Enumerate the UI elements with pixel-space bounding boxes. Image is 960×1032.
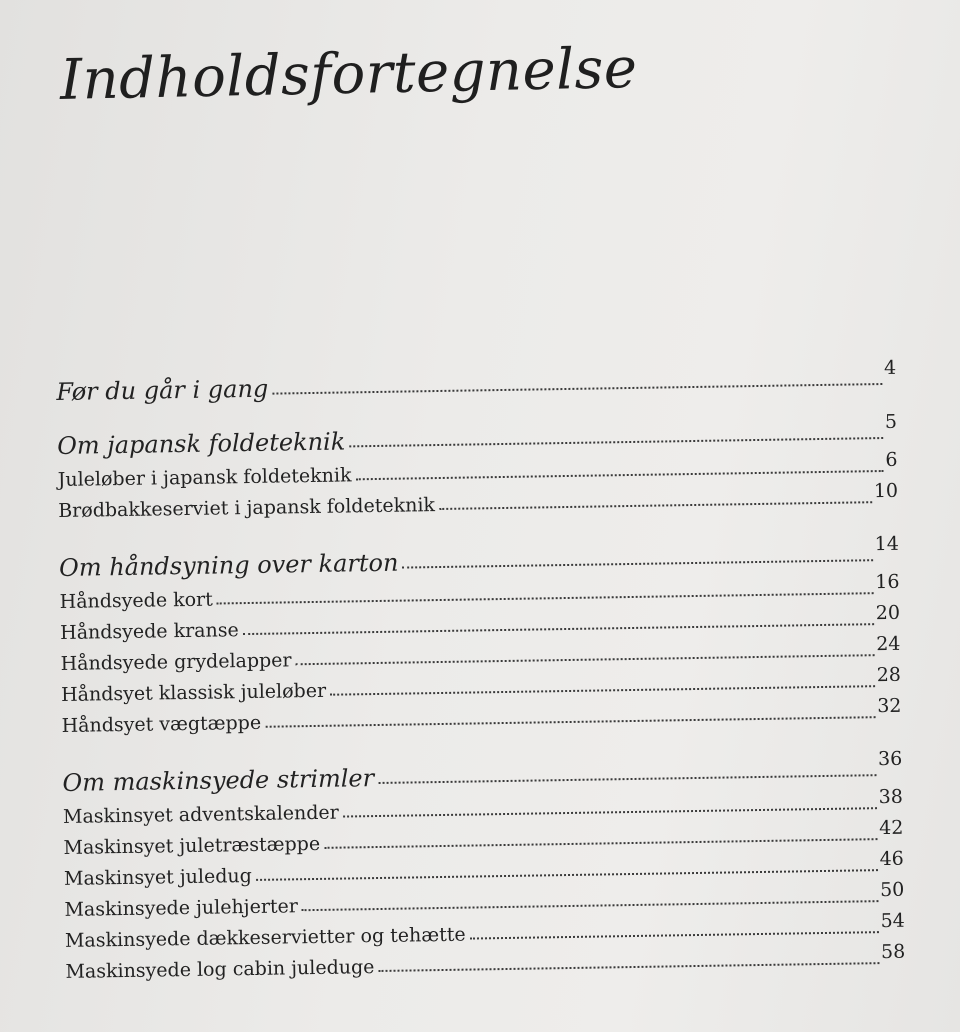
toc-page-number: 6 (885, 448, 898, 471)
dot-leader (470, 931, 879, 939)
toc-page-number: 36 (877, 747, 903, 771)
toc-page-number: 28 (876, 663, 902, 687)
toc-section (56, 355, 896, 406)
dot-leader (265, 716, 875, 728)
toc-entry-label: Brødbakkeserviet i japansk foldeteknik (58, 494, 436, 522)
toc-page-number: 14 (874, 532, 900, 556)
toc-entry-label: Maskinsyede julehjerter (64, 895, 299, 921)
toc-entry-label: Håndsyede kranse (59, 619, 239, 644)
toc-entry-label: Maskinsyet juledug (63, 864, 252, 890)
page-title: Indholdsfortegnelse (59, 35, 639, 113)
toc-heading-label: Om maskinsyede strimler (62, 764, 375, 797)
dot-leader (439, 501, 872, 510)
toc-section (62, 746, 905, 983)
dot-leader (402, 559, 872, 568)
dot-leader (378, 774, 876, 784)
toc-page-number: 4 (883, 356, 897, 379)
toc-entry-label: Håndsyet klassisk juleløber (60, 679, 327, 706)
toc-page-number: 42 (878, 816, 904, 840)
table-of-contents (56, 355, 906, 999)
dot-leader (272, 383, 882, 395)
toc-entry-label: Juleløber i japansk foldeteknik (57, 464, 352, 491)
toc-entry-label: Maskinsyet juletræstæppe (63, 832, 321, 859)
toc-page-number: 32 (877, 694, 902, 718)
toc-section (59, 531, 902, 737)
toc-section-heading[interactable] (56, 355, 896, 406)
dot-leader (378, 962, 879, 972)
toc-entry-label: Håndsyet vægtæppe (61, 711, 262, 737)
toc-page-number: 10 (873, 479, 899, 503)
toc-page-number: 46 (879, 847, 904, 871)
toc-heading-label: Om japansk foldeteknik (57, 427, 346, 460)
toc-page-number: 16 (875, 570, 900, 594)
toc-heading-label: Om håndsyning over karton (58, 548, 399, 582)
toc-page-number: 20 (875, 601, 901, 625)
toc-entry-label: Håndsyede kort (59, 588, 213, 613)
toc-page-number: 38 (878, 785, 904, 809)
toc-entry-label: Maskinsyet adventskalender (62, 801, 339, 828)
toc-page-number: 50 (879, 878, 905, 902)
toc-section (57, 409, 898, 522)
toc-heading-label: Før du går i gang (56, 374, 269, 406)
toc-entry-label: Håndsyede grydelapper (60, 649, 292, 675)
toc-page-number: 54 (880, 909, 905, 933)
toc-page-number: 58 (880, 940, 906, 964)
toc-entry-label: Maskinsyede log cabin juleduge (65, 956, 375, 983)
toc-entry-label: Maskinsyede dækkeservietter og tehætte (64, 923, 466, 952)
toc-page-number: 24 (876, 632, 901, 656)
dot-leader (349, 437, 883, 447)
toc-page-number: 5 (884, 410, 898, 433)
